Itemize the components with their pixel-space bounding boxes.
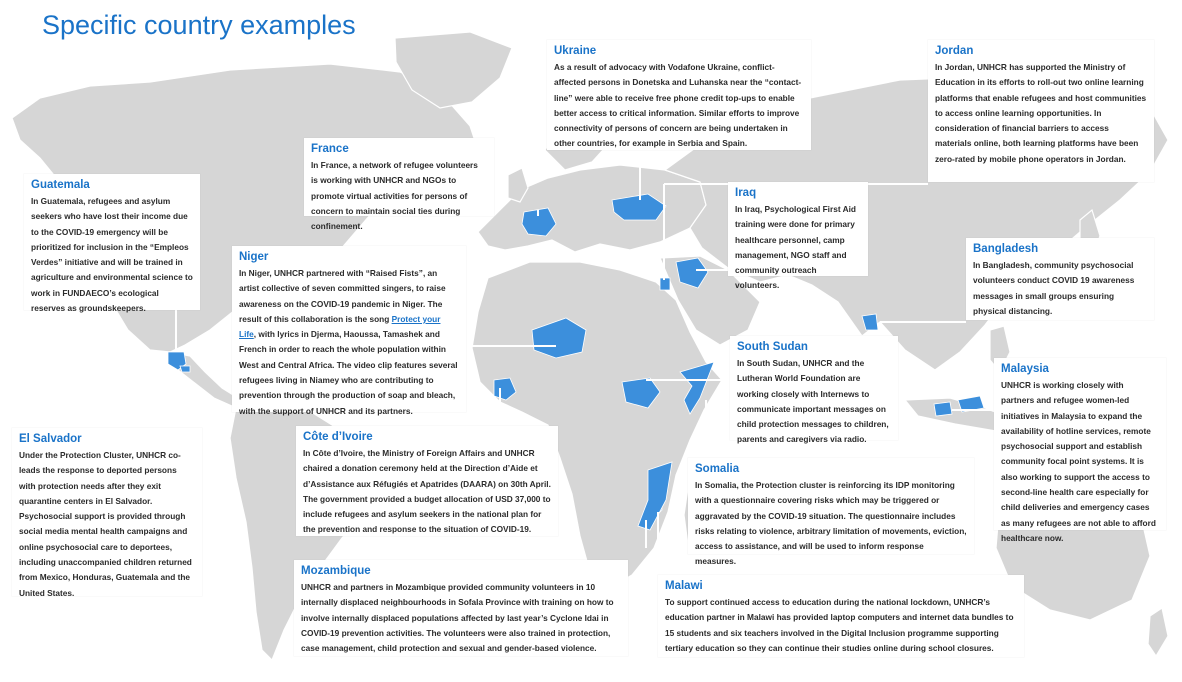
land-new-zealand [1148,608,1168,656]
callout-title: France [311,143,349,155]
callout-title: Malaysia [1001,363,1049,375]
callout-text [239,266,459,419]
callout-somalia [688,458,974,567]
callout-malawi [658,575,1024,657]
callout-title: Bangladesh [973,243,1039,255]
callout-cote-divoire [296,426,558,536]
highlight-el-salvador [180,366,190,372]
callout-text: In Iraq, Psychological First Aid training were done for primary healthcare personnel, camp management, NGO staff and community outreach volunteers. [735,204,856,291]
callout-text: In Côte d’Ivoire, the Ministry of Foreign Affairs and UNHCR chaired a donation ceremony held at the Direction d’Aide et d’Assistance aux Réfugiés et Apatrides (DAARA) on 30th April. The government provided a budget allocation of USD 37,000 to include refugees and asylum seekers in the national plan for the prevention and response to the situation of COVID-19. [303,448,551,535]
callout-title: El Salvador [19,433,82,445]
callout-title: Mozambique [301,565,371,577]
callout-text: In Bangladesh, community psychosocial volunteers conduct COVID 19 awareness messages in small groups ensuring physical distancing. [973,260,1135,316]
protect-your-life-link[interactable]: Protect your Life [239,313,441,340]
callout-text: UNHCR and partners in Mozambique provided community volunteers in 10 internally displaced neighbourhoods in Sofala Province with training on how to involve internally displaced populations affected by last year’s Cyclone Idai in COVID-19 prevention activities. The volunteers were also trained in protection, case management, child protection and sexual and gender-based violence. [301,582,614,654]
callout-ukraine [547,40,811,150]
callout-title: Niger [239,251,269,263]
callout-text: In Jordan, UNHCR has supported the Ministry of Education in its efforts to roll-out two online learning platforms that enable refugees and host communities to access online learning opportunities. In consideration of financial barriers to access materials online, both learning platforms have been zero-rated by mobile phone operators in Jordan. [935,62,1147,164]
callout-mozambique [294,560,628,656]
callout-france [304,138,494,232]
callout-malaysia [994,358,1166,543]
callout-niger [232,246,466,416]
callout-title: Jordan [935,45,974,57]
callout-jordan [928,40,1154,182]
callout-text: As a result of advocacy with Vodafone Ukraine, conflict-affected persons in Donetska and Luhanska near the “contact-line” were able to receive free phone credit top-ups to enable better access to critical information. Similar efforts to improve connectivity of persons of concern are being undertaken in other countries, for example in Serbia and Spain. [554,62,802,149]
callout-text: In Guatemala, refugees and asylum seekers who have lost their income due to the COVID-19 emergency will be prioritized for inclusion in the “Empleos Verdes” initiative and will be trained in agriculture and environmental science to work in FUNDAECO’s ecological reserves as groundskeepers. [31,196,193,314]
callout-title: Côte d’Ivoire [303,431,373,443]
callout-text: To support continued access to education during the national lockdown, UNHCR’s education partner in Malawi has provided laptop computers and internet data bundles to 15 students and six teachers involved in the Digital Inclusion programme supporting tertiary education so they can continue their studies online during school closures. [665,597,1014,653]
callout-title: Guatemala [31,179,90,191]
callout-title: Malawi [665,580,703,592]
callout-title: Somalia [695,463,740,475]
callout-text: In Somalia, the Protection cluster is reinforcing its IDP monitoring with a questionnaire covering risks which may be triggered or aggravated by the COVID-19 situation. The questionnaire includes risks relating to violence, arbitrary limitation of movements, eviction, access to assistance, and will be used to inform response measures. [695,480,967,567]
callout-text: UNHCR is working closely with partners and refugee women-led initiatives in Malaysia to expand the availability of hotline services, remote psychosocial support and establish community focal point systems. It is also working to support the access to second-line health care especially for child deliveries and emergency cases as many refugees are not able to afford healthcare now. [1001,380,1156,543]
callout-text: In South Sudan, UNHCR and the Lutheran World Foundation are working closely with Internews to communicate important messages on child protection messages to children, parents and caregivers via radio. [737,358,889,445]
callout-south-sudan [730,336,898,445]
callout-el-salvador [12,428,202,596]
callout-guatemala [24,174,200,314]
callout-iraq [728,182,868,291]
callout-title: Ukraine [554,45,597,57]
callout-title: Iraq [735,187,757,199]
callout-title: South Sudan [737,341,808,353]
callout-bangladesh [966,238,1154,320]
callout-text-after: , with lyrics in Djerma, Haoussa, Tamashek and French in order to reach the whole population within West and Central Africa. The video clip features several refugees living in Niamey who are contributing to prevention through the production of soap and bleach, with the support of UNHCR and its partners. [239,329,458,416]
callout-text: Under the Protection Cluster, UNHCR co-leads the response to deported persons with protection needs after they exit quarantine centers in El Salvador. Psychosocial support is provided through social media mental health campaigns and online psychosocial care to deportees, including unaccompanied children returned from Mexico, Honduras, Guatemala and the United States. [19,450,192,598]
callout-text-before: In Niger, UNHCR partnered with “Raised Fists”, an artist collective of seven committed singers, to raise awareness on the COVID-19 pandemic in Niger. The result of this collaboration is the song [239,268,446,324]
page-title: Specific country examples [42,10,356,40]
highlight-malaysia [934,402,952,416]
callout-text: In France, a network of refugee volunteers is working with UNHCR and NGOs to promote virtual activities for persons of concern to maintain social ties during confinement. [311,160,478,232]
